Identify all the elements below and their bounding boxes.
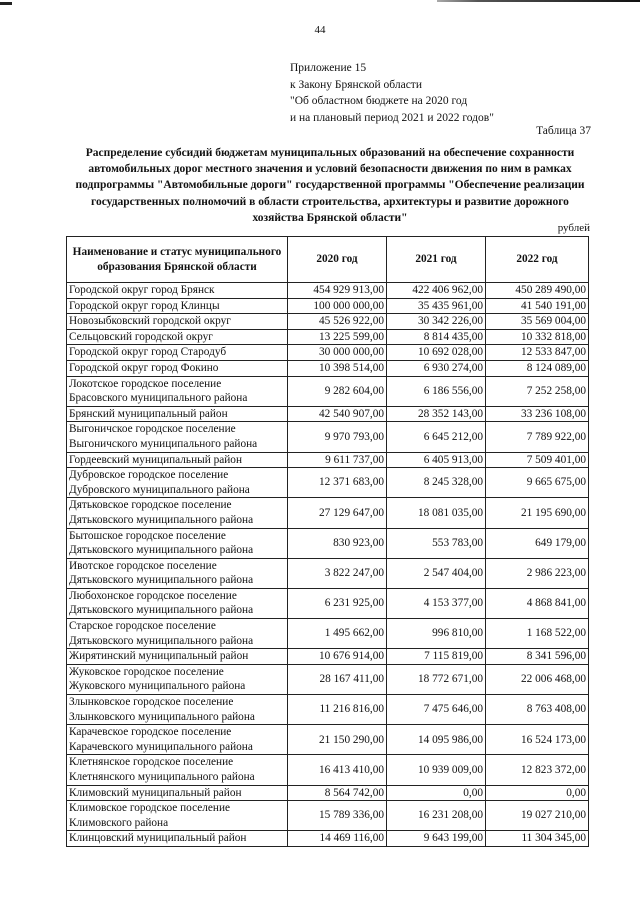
table-row bbox=[67, 422, 589, 452]
municipality-name bbox=[67, 345, 288, 361]
amount-2022: 35 569 004,00 bbox=[486, 314, 589, 330]
amount-2022: 12 823 372,00 bbox=[486, 755, 589, 785]
municipality-name-line: Выгоничское городское поселение bbox=[69, 423, 236, 436]
table-row bbox=[67, 314, 589, 330]
appendix-line: и на плановый период 2021 и 2022 годов" bbox=[290, 111, 494, 124]
title-line: Распределение субсидий бюджетам муниципальных образований на обеспечение сохранности bbox=[85, 147, 575, 159]
amount-2020: 454 929 913,00 bbox=[288, 283, 387, 299]
title-line: автомобильных дорог местного значения и условий безопасности движения по ним в рамках bbox=[88, 163, 572, 176]
municipality-name bbox=[67, 468, 288, 498]
header-2022: 2022 год bbox=[486, 237, 589, 283]
amount-2022: 649 179,00 bbox=[486, 528, 589, 558]
municipality-name bbox=[67, 360, 288, 376]
municipality-name bbox=[67, 406, 288, 422]
municipality-name-line: Дятьковского муниципального района bbox=[69, 544, 254, 557]
amount-2022: 41 540 191,00 bbox=[486, 298, 589, 314]
document-title bbox=[70, 145, 590, 226]
municipality-name bbox=[67, 588, 288, 618]
municipality-name-line: Локотское городское поселение bbox=[69, 377, 222, 390]
table-row bbox=[67, 329, 589, 345]
title-line: подпрограммы "Автомобильные дороги" государственной программы "Обеспечение реализации bbox=[75, 179, 585, 192]
units-label: рублей bbox=[557, 222, 590, 234]
municipality-name bbox=[67, 329, 288, 345]
municipality-name-line: Климовское городское поселение bbox=[69, 802, 231, 815]
amount-2021: 7 475 646,00 bbox=[387, 695, 486, 725]
municipality-name-line: Выгоничского муниципального района bbox=[69, 437, 258, 450]
amount-2020: 9 611 737,00 bbox=[288, 452, 387, 468]
amount-2021: 6 186 556,00 bbox=[387, 376, 486, 406]
amount-2022: 10 332 818,00 bbox=[486, 329, 589, 345]
amount-2021: 0,00 bbox=[387, 785, 486, 801]
amount-2022: 4 868 841,00 bbox=[486, 588, 589, 618]
municipality-name-line: Любохонское городское поселение bbox=[69, 589, 237, 602]
table-row bbox=[67, 298, 589, 314]
amount-2022: 1 168 522,00 bbox=[486, 619, 589, 649]
amount-2021: 6 645 212,00 bbox=[387, 422, 486, 452]
amount-2022: 7 509 401,00 bbox=[486, 452, 589, 468]
amount-2021: 422 406 962,00 bbox=[387, 283, 486, 299]
amount-2020: 11 216 816,00 bbox=[288, 695, 387, 725]
amount-2021: 16 231 208,00 bbox=[387, 801, 486, 831]
amount-2020: 42 540 907,00 bbox=[288, 406, 387, 422]
amount-2022: 8 341 596,00 bbox=[486, 649, 589, 665]
amount-2022: 7 789 922,00 bbox=[486, 422, 589, 452]
page-number: 44 bbox=[314, 24, 326, 36]
table-row bbox=[67, 376, 589, 406]
amount-2022: 19 027 210,00 bbox=[486, 801, 589, 831]
amount-2021: 9 643 199,00 bbox=[387, 831, 486, 847]
table-row bbox=[67, 558, 589, 588]
municipality-name-line: Жуковского муниципального района bbox=[69, 680, 246, 693]
amount-2022: 12 533 847,00 bbox=[486, 345, 589, 361]
municipality-name-line: Новозыбковский городской округ bbox=[69, 315, 231, 328]
amount-2021: 553 783,00 bbox=[387, 528, 486, 558]
amount-2021: 18 081 035,00 bbox=[387, 498, 486, 528]
municipality-name-line: Жирятинский муниципальный район bbox=[69, 650, 249, 663]
municipality-name bbox=[67, 664, 288, 694]
municipality-name bbox=[67, 314, 288, 330]
amount-2021: 18 772 671,00 bbox=[387, 664, 486, 694]
appendix-line: к Закону Брянской области bbox=[290, 78, 422, 91]
municipality-name-line: Брасовского муниципального района bbox=[69, 392, 248, 405]
municipality-name-line: Бытошское городское поселение bbox=[69, 529, 226, 542]
table-row bbox=[67, 528, 589, 558]
amount-2021: 8 814 435,00 bbox=[387, 329, 486, 345]
amount-2021: 30 342 226,00 bbox=[387, 314, 486, 330]
municipality-name bbox=[67, 376, 288, 406]
municipality-name-line: Городской округ город Клинцы bbox=[69, 299, 220, 312]
amount-2022: 0,00 bbox=[486, 785, 589, 801]
municipality-name-line: Городской округ город Фокино bbox=[69, 361, 219, 374]
table-row bbox=[67, 664, 589, 694]
amount-2020: 30 000 000,00 bbox=[288, 345, 387, 361]
amount-2020: 12 371 683,00 bbox=[288, 468, 387, 498]
amount-2021: 996 810,00 bbox=[387, 619, 486, 649]
table-body bbox=[67, 283, 589, 847]
municipality-name-line: Городской округ город Стародуб bbox=[69, 346, 227, 359]
municipality-name-line: Жуковское городское поселение bbox=[69, 665, 224, 678]
amount-2020: 21 150 290,00 bbox=[288, 725, 387, 755]
amount-2022: 33 236 108,00 bbox=[486, 406, 589, 422]
table-row bbox=[67, 588, 589, 618]
municipality-name-line: Карачевского муниципального района bbox=[69, 740, 253, 753]
table-row bbox=[67, 801, 589, 831]
table-row bbox=[67, 468, 589, 498]
municipality-name-line: Злынковское городское поселение bbox=[69, 696, 234, 709]
municipality-name-line: Клетнянского муниципального района bbox=[69, 771, 255, 783]
municipality-name bbox=[67, 649, 288, 665]
scan-artifact-top bbox=[437, 0, 640, 2]
table-row bbox=[67, 406, 589, 422]
municipality-name bbox=[67, 695, 288, 725]
municipality-name bbox=[67, 725, 288, 755]
municipality-name bbox=[67, 422, 288, 452]
municipality-name bbox=[67, 801, 288, 831]
table-row bbox=[67, 725, 589, 755]
municipality-name-line: Сельцовский городской округ bbox=[69, 330, 213, 343]
municipality-name-line: Гордеевский муниципальный район bbox=[69, 453, 242, 466]
municipality-name-line: Климовский муниципальный район bbox=[69, 786, 242, 799]
table-row bbox=[67, 695, 589, 725]
municipality-name bbox=[67, 831, 288, 847]
amount-2022: 21 195 690,00 bbox=[486, 498, 589, 528]
table-row bbox=[67, 498, 589, 528]
amount-2022: 8 763 408,00 bbox=[486, 695, 589, 725]
municipality-name-line: Карачевское городское поселение bbox=[69, 726, 232, 739]
municipality-name bbox=[67, 298, 288, 314]
appendix-reference bbox=[290, 60, 494, 126]
scan-artifact-left bbox=[0, 2, 12, 5]
municipality-name-line: Клетнянское городское поселение bbox=[69, 756, 234, 769]
amount-2021: 35 435 961,00 bbox=[387, 298, 486, 314]
amount-2020: 10 398 514,00 bbox=[288, 360, 387, 376]
municipality-name bbox=[67, 755, 288, 785]
title-line: государственных полномочий в области строительства, архитектуры и развитие дорожного bbox=[91, 195, 569, 208]
municipality-name-line: Дятьковского муниципального района bbox=[69, 634, 254, 647]
amount-2022: 8 124 089,00 bbox=[486, 360, 589, 376]
amount-2022: 9 665 675,00 bbox=[486, 468, 589, 498]
municipality-name-line: Злынковского муниципального района bbox=[69, 710, 255, 723]
amount-2021: 10 692 028,00 bbox=[387, 345, 486, 361]
municipality-name bbox=[67, 558, 288, 588]
amount-2021: 14 095 986,00 bbox=[387, 725, 486, 755]
amount-2020: 15 789 336,00 bbox=[288, 801, 387, 831]
amount-2020: 8 564 742,00 bbox=[288, 785, 387, 801]
municipality-name bbox=[67, 619, 288, 649]
municipality-name-line: Дубровского муниципального района bbox=[69, 483, 250, 496]
amount-2020: 10 676 914,00 bbox=[288, 649, 387, 665]
amount-2021: 6 930 274,00 bbox=[387, 360, 486, 376]
appendix-line: "Об областном бюджете на 2020 год bbox=[290, 95, 468, 107]
municipality-name-line: Старское городское поселение bbox=[69, 620, 216, 633]
amount-2021: 6 405 913,00 bbox=[387, 452, 486, 468]
amount-2020: 28 167 411,00 bbox=[288, 664, 387, 694]
amount-2021: 8 245 328,00 bbox=[387, 468, 486, 498]
amount-2020: 6 231 925,00 bbox=[288, 588, 387, 618]
amount-2021: 4 153 377,00 bbox=[387, 588, 486, 618]
table-row bbox=[67, 785, 589, 801]
municipality-name bbox=[67, 528, 288, 558]
amount-2020: 45 526 922,00 bbox=[288, 314, 387, 330]
table-header-row bbox=[67, 237, 589, 283]
municipality-name-line: Дубровское городское поселение bbox=[69, 469, 229, 482]
table-row bbox=[67, 360, 589, 376]
amount-2020: 13 225 599,00 bbox=[288, 329, 387, 345]
amount-2021: 2 547 404,00 bbox=[387, 558, 486, 588]
municipality-name-line: Климовского района bbox=[69, 816, 169, 829]
municipality-name bbox=[67, 498, 288, 528]
header-name: Наименование и статус муниципального образования Брянской области bbox=[67, 237, 288, 283]
table-row bbox=[67, 283, 589, 299]
amount-2022: 16 524 173,00 bbox=[486, 725, 589, 755]
header-2020: 2020 год bbox=[288, 237, 387, 283]
table-row bbox=[67, 755, 589, 785]
amount-2022: 22 006 468,00 bbox=[486, 664, 589, 694]
municipality-name bbox=[67, 452, 288, 468]
amount-2021: 7 115 819,00 bbox=[387, 649, 486, 665]
municipality-name-line: Дятьковского муниципального района bbox=[69, 604, 254, 617]
subsidy-table bbox=[66, 236, 589, 847]
amount-2020: 830 923,00 bbox=[288, 528, 387, 558]
municipality-name-line: Дятьковское городское поселение bbox=[69, 499, 232, 512]
amount-2021: 10 939 009,00 bbox=[387, 755, 486, 785]
table-row bbox=[67, 452, 589, 468]
amount-2021: 28 352 143,00 bbox=[387, 406, 486, 422]
municipality-name bbox=[67, 283, 288, 299]
header-2021: 2021 год bbox=[387, 237, 486, 283]
municipality-name-line: Клинцовский муниципальный район bbox=[69, 832, 247, 845]
amount-2022: 11 304 345,00 bbox=[486, 831, 589, 847]
municipality-name-line: Городской округ город Брянск bbox=[69, 284, 215, 296]
table-row bbox=[67, 619, 589, 649]
amount-2020: 27 129 647,00 bbox=[288, 498, 387, 528]
municipality-name-line: Дятьковского муниципального района bbox=[69, 574, 254, 587]
amount-2020: 14 469 116,00 bbox=[288, 831, 387, 847]
municipality-name-line: Брянский муниципальный район bbox=[69, 407, 228, 420]
table-row bbox=[67, 831, 589, 847]
table-row bbox=[67, 649, 589, 665]
amount-2020: 100 000 000,00 bbox=[288, 298, 387, 314]
municipality-name bbox=[67, 785, 288, 801]
amount-2022: 2 986 223,00 bbox=[486, 558, 589, 588]
amount-2022: 7 252 258,00 bbox=[486, 376, 589, 406]
table-label: Таблица 37 bbox=[536, 125, 591, 137]
amount-2020: 9 282 604,00 bbox=[288, 376, 387, 406]
table-row bbox=[67, 345, 589, 361]
title-line: хозяйства Брянской области" bbox=[252, 211, 408, 224]
amount-2020: 3 822 247,00 bbox=[288, 558, 387, 588]
appendix-line: Приложение 15 bbox=[290, 62, 367, 74]
municipality-name-line: Ивотское городское поселение bbox=[69, 559, 217, 572]
municipality-name-line: Дятьковского муниципального района bbox=[69, 513, 254, 526]
amount-2020: 16 413 410,00 bbox=[288, 755, 387, 785]
amount-2022: 450 289 490,00 bbox=[486, 283, 589, 299]
amount-2020: 9 970 793,00 bbox=[288, 422, 387, 452]
amount-2020: 1 495 662,00 bbox=[288, 619, 387, 649]
